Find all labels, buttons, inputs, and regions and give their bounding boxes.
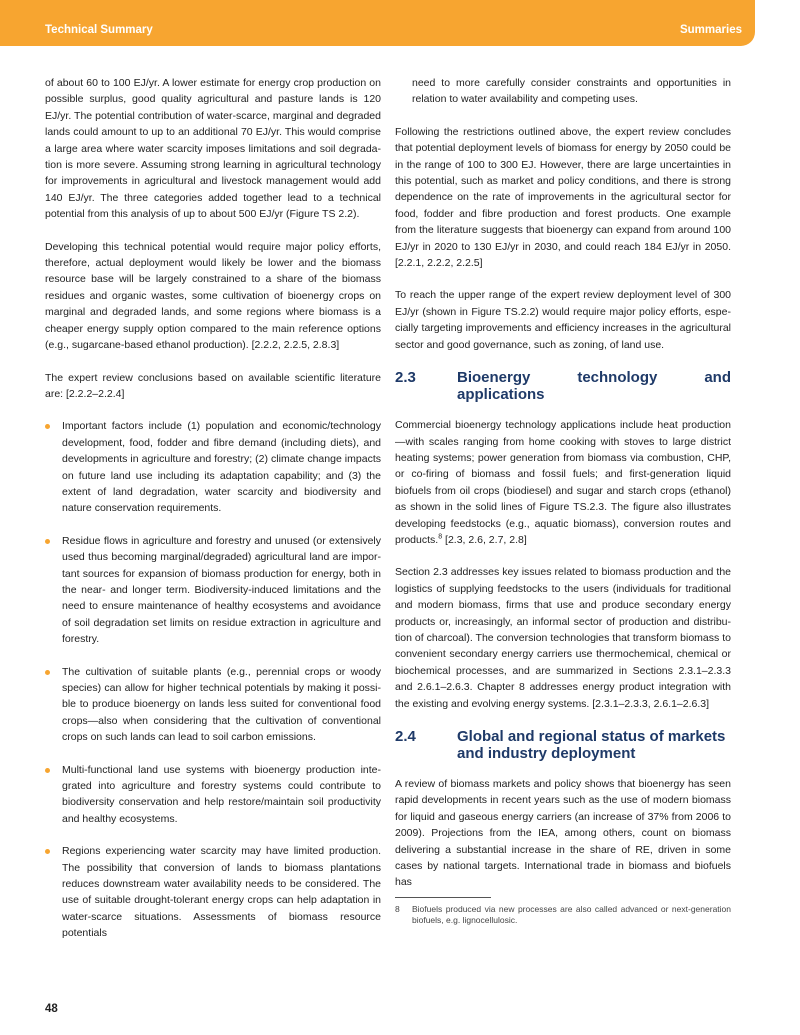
- bullet-icon: [45, 768, 50, 773]
- list-item: [45, 843, 381, 941]
- list-item-text: The cultivation of suitable plants (e.g., perennial crops or woody species) can allow for higher technical potentials by making it possible to produce bioenergy on lands less suited for conventional food crops—also when considering that the cultivation of conventional crops on such lands can lead to soil carbon emissions.: [62, 665, 381, 744]
- bullet-icon: [45, 539, 50, 544]
- footnote-divider: [395, 897, 491, 898]
- section-heading-2-4: [395, 728, 731, 762]
- reference-text: [2.3, 2.6, 2.7, 2.8]: [442, 533, 527, 546]
- list-item: [45, 418, 381, 516]
- list-item-text: Residue flows in agriculture and forestry and unused (or extensively used thus becoming marginal/degraded) agricultural land are important sources for expansion of biomass production for energy, both in the near- and longer term. Biodiversity-induced limitations and the need to ensure maintenance of healthy ecosystems and avoidance of soil degradation set limits on residue extraction in agriculture and forestry.: [62, 534, 381, 646]
- list-item: [45, 762, 381, 828]
- header-chapter-title: Technical Summary: [45, 24, 153, 36]
- paragraph: A review of biomass markets and policy shows that bioenergy has seen rapid developments in recent years such as the use of modern biomass for liquid and gaseous energy carriers (an increase of 37% from 2006 to 2009). Projections from the IEA, among others, count on biomass delivering a substantial increase in the share of RE, driven in some cases by national targets. International trade in biomass and biofuels has: [395, 778, 731, 889]
- section-number: 2.4: [395, 728, 416, 745]
- list-item: [45, 533, 381, 648]
- bullet-icon: [45, 849, 50, 854]
- paragraph: To reach the upper range of the expert review deployment level of 300 EJ/yr (shown in Figure TS.2.2) would require major policy efforts, especially targeting improvements and efficiency increases in the agricultural sector and good governance, such as zoning, of land use.: [395, 289, 731, 351]
- list-item-text: Multi-functional land use systems with bioenergy production integrated into agriculture and forestry systems could contribute to biodiversity conservation and help restore/maintain soil productivity and healthy ecosystems.: [62, 763, 381, 825]
- paragraph: Section 2.3 addresses key issues related to biomass production and the logistics of supplying feedstocks to the users (individuals for traditional and modern biomass, firms that use and produce secondary energy products or, increasingly, an informal sector of production and distribution of charcoal). The conversion technologies that transform biomass to convenient secondary energy carriers use thermochemical, chemical or biochemical processes, and are summarized in Sections 2.3.1–2.3.3 and 2.6.1–2.6.3. Chapter 8 addresses energy product integration with the existing and evolving energy systems. [2.3.1–2.3.3, 2.6.1–2.6.3]: [395, 566, 731, 710]
- page-header: [0, 0, 800, 46]
- bullet-icon: [45, 424, 50, 429]
- paragraph: The expert review conclusions based on available scientific literature are: [2.2.2–2.2.4]: [45, 371, 381, 400]
- footnote-mark: 8: [438, 533, 443, 541]
- section-title: Bioenergy technology and applications: [457, 369, 731, 404]
- list-item-text: Regions experiencing water scarcity may have limited production. The possibility that conversion of lands to biomass plantations reduces downstream water availability needs to be considered. The use of suitable drought-tolerant energy crops can help adaptation in water-scarce situations. Assessments of biomass resource potentials: [62, 845, 381, 940]
- paragraph-text: Commercial bioenergy technology applications include heat production—with scales ranging from home cooking with stoves to large district heating systems; power generation from biomass via combustion, CHP, or co-firing of biomass and fossil fuels; and first-generation liquid biofuels from oil crops (biodiesel) and sugar and starch crops (ethanol) as shown in the solid lines of Figure TS.2.3. The figure also illustrates developing feedstocks (e.g., aquatic biomass), conversion routes and products.: [395, 419, 731, 546]
- bullet-icon: [45, 670, 50, 675]
- paragraph: Developing this technical potential would require major policy efforts, therefore, actual deployment would likely be lower and the biomass resource base will be largely constrained to a share of the biomass residues and organic wastes, some cultivation of bioenergy crops on marginal and degraded lands, and some regions where biomass is a cheaper energy supply option compared to the main reference options (e.g., sugarcane-based ethanol production). [2.2.2, 2.2.5, 2.8.3]: [45, 240, 381, 352]
- paragraph: Following the restrictions outlined above, the expert review concludes that potential deployment levels of biomass for energy by 2050 could be in the range of 100 to 300 EJ. However, there are large uncertainties in this potential, such as market and policy conditions, and there is strong dependence on the rate of improvements in the agricultural sector for food, fodder and fibre production and forest products. One example from the literature suggests that bioenergy can expand from around 100 EJ/yr in 2020 to 130 EJ/yr in 2030, and could reach 184 EJ/yr in 2050. [2.2.1, 2.2.2, 2.2.5]: [395, 125, 731, 270]
- page-number: 48: [45, 1003, 58, 1015]
- header-bar: [0, 0, 755, 46]
- footnote-text: Biofuels produced via new processes are also called advanced or next-generation biofuels, e.g. lignocellulosic.: [412, 903, 731, 925]
- section-title-line: Global and regional status of markets: [457, 728, 726, 745]
- paragraph: of about 60 to 100 EJ/yr. A lower estimate for energy crop production on possible surplus, good quality agricultural and pasture lands is 120 EJ/yr. The potential contribution of water-scarce, marginal and degraded lands could amount to up to an additional 70 EJ/yr. This would comprise a large area where water scarcity imposes limitations and soil degradation is more severe. Assuming strong learning in agricultural technology for improvements in agricultural and livestock management would add 140 EJ/yr. The three categories added together lead to a technical potential from this analysis of up to about 500 EJ/yr (Figure TS 2.2).: [45, 77, 381, 221]
- paragraph: need to more carefully consider constraints and opportunities in relation to water availability and competing uses.: [412, 77, 731, 106]
- section-number: 2.3: [395, 369, 416, 387]
- header-section-title: Summaries: [679, 24, 742, 36]
- paragraph: [395, 417, 731, 548]
- section-heading-2-3: [395, 369, 731, 403]
- footnote: [395, 904, 731, 926]
- footnote-number: 8: [395, 903, 400, 914]
- list-item-text: Important factors include (1) population and economic/technology development, food, fodder and fibre demand (including diets), and developments in agriculture and forestry; (2) climate change impacts on future land use including its adaptation capability; and (3) the extent of land degradation, water scarcity and biodiversity and nature conservation requirements.: [62, 420, 381, 515]
- list-item: [45, 664, 381, 746]
- section-title: [457, 728, 725, 762]
- bullet-list: [45, 418, 381, 941]
- section-title-line: and industry deployment: [457, 745, 636, 762]
- left-column: [45, 75, 381, 958]
- right-column: [395, 75, 731, 926]
